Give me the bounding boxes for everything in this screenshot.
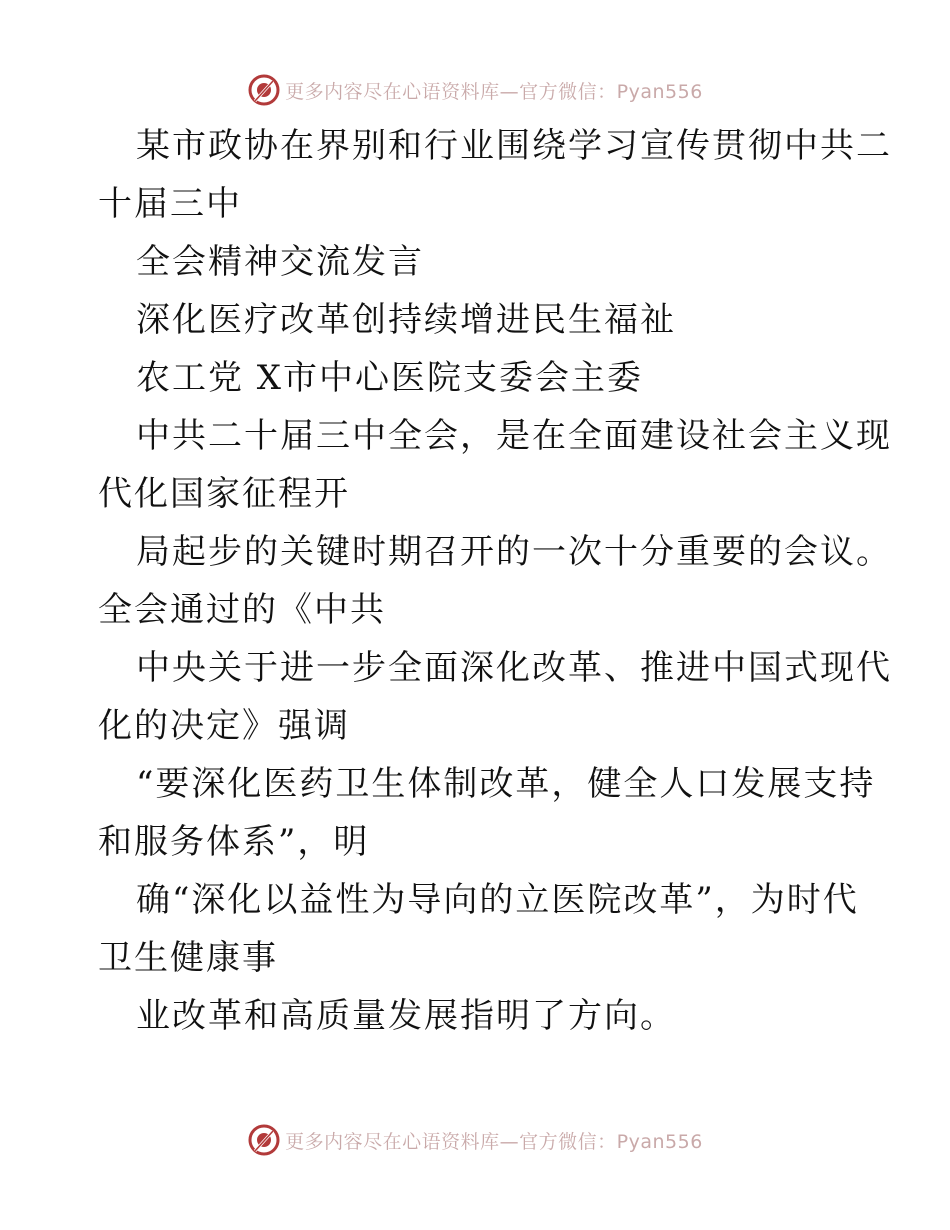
paragraph — [98, 407, 892, 523]
watermark-text: 更多内容尽在心语资料库—官方微信：Pyan556 — [285, 80, 703, 103]
paragraph-line: 全会精神交流发言 — [136, 242, 424, 282]
paragraph-line: “要深化医药卫生体制改革，健全人口发展支持 — [136, 764, 876, 804]
paragraph-line: 化的决定》强调 — [98, 706, 350, 746]
watermark-text: 更多内容尽在心语资料库—官方微信：Pyan556 — [285, 1130, 703, 1153]
pen-logo-icon — [247, 73, 281, 107]
paragraph-line: 业改革和高质量发展指明了方向。 — [136, 996, 676, 1036]
paragraph-line: 某市政协在界别和行业围绕学习宣传贯彻中共二 — [136, 126, 892, 166]
paragraph-line: 代化国家征程开 — [98, 474, 350, 514]
pen-logo-icon — [247, 1123, 281, 1157]
paragraph-line: 中央关于进一步全面深化改革、推进中国式现代 — [136, 648, 892, 688]
paragraph — [98, 349, 858, 407]
paragraph — [98, 755, 876, 871]
document-body — [98, 117, 892, 1045]
paragraph — [98, 117, 892, 233]
paragraph-line: 农工党 X市中心医院支委会主委 — [136, 358, 644, 398]
paragraph — [98, 987, 858, 1045]
paragraph-line: 局起步的关键时期召开的一次十分重要的会议。 — [136, 532, 892, 572]
paragraph — [98, 291, 858, 349]
paragraph-line: 中共二十届三中全会，是在全面建设社会主义现 — [136, 416, 892, 456]
footer-watermark — [0, 1120, 950, 1160]
paragraph-line: 确“深化以益性为导向的立医院改革”，为时代 — [136, 880, 859, 920]
paragraph-line: 全会通过的《中共 — [98, 590, 386, 630]
paragraph-line: 深化医疗改革创持续增进民生福祉 — [136, 300, 676, 340]
paragraph-line: 十届三中 — [98, 184, 242, 224]
paragraph — [98, 639, 892, 755]
paragraph-line: 卫生健康事 — [98, 938, 278, 978]
paragraph — [98, 233, 858, 291]
paragraph — [98, 871, 858, 987]
paragraph-line: 和服务体系”，明 — [98, 822, 370, 862]
header-watermark — [0, 70, 950, 110]
paragraph — [98, 523, 892, 639]
